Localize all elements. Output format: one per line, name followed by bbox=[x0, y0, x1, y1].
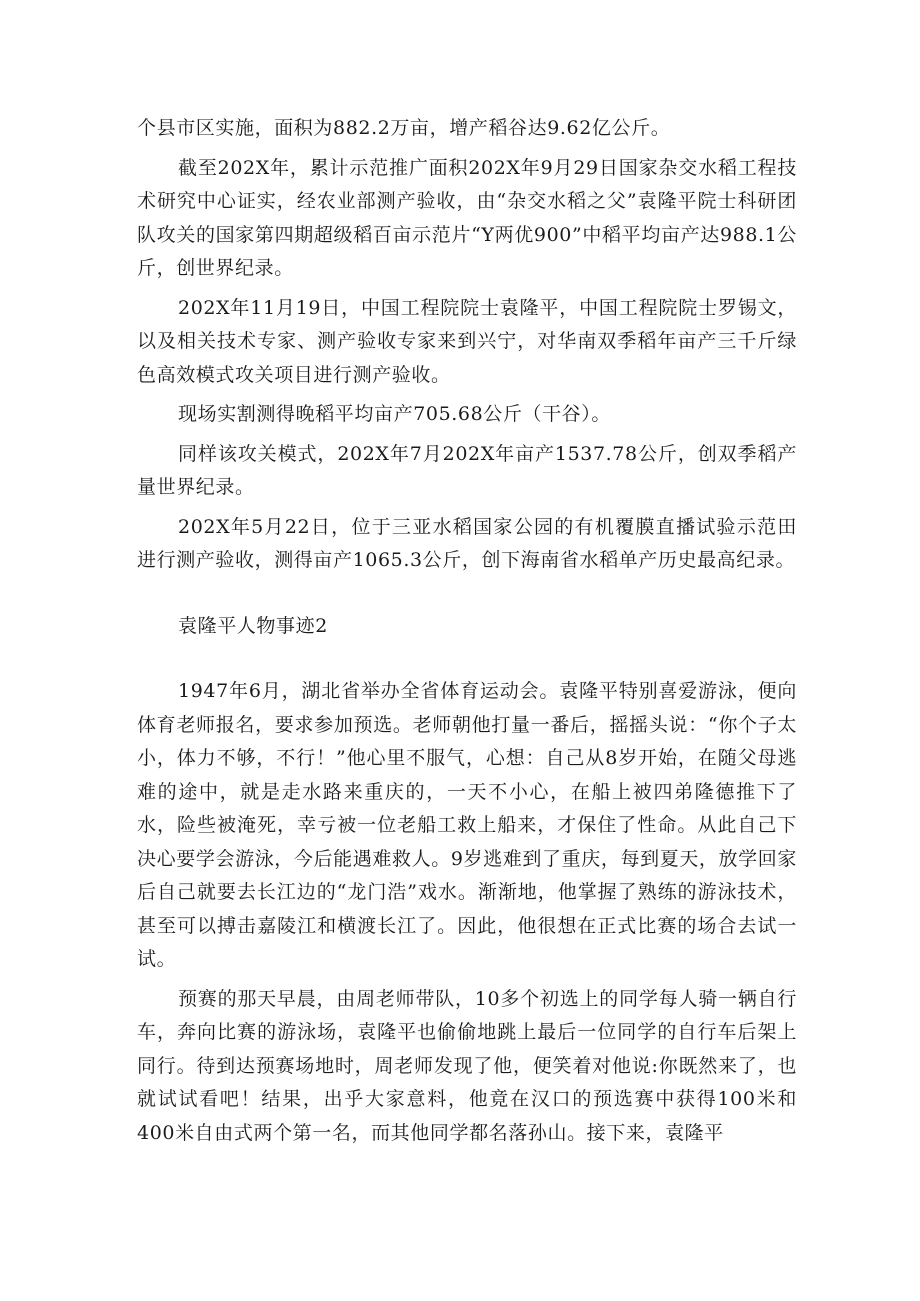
paragraph-xingning-inspection: 202X年11月19日，中国工程院院士袁隆平，中国工程院院士罗锡文，以及相关技术专家、测产验收专家来到兴宁，对华南双季稻年亩产三千斤绿色高效模式攻关项目进行测产验收。 bbox=[137, 296, 797, 386]
document-page bbox=[137, 112, 797, 1156]
paragraph-late-rice-yield: 现场实割测得晚稻平均亩产705.68公斤（干谷）。 bbox=[178, 403, 611, 425]
paragraph-double-season-record: 同样该攻关模式，202X年7月202X年亩产1537.78公斤，创双季稻产量世界纪录。 bbox=[137, 442, 797, 498]
paragraph-sanya-record: 202X年5月22日，位于三亚水稻国家公园的有机覆膜直播试验示范田进行测产验收，测得亩产1065.3公斤，创下海南省水稻单产历史最高纪录。 bbox=[137, 515, 797, 571]
paragraph-record-988: 截至202X年，累计示范推广面积202X年9月29日国家杂交水稻工程技术研究中心证实，经农业部测产验收，由“杂交水稻之父”袁隆平院士科研团队攻关的国家第四期超级稻百亩示范片“Y两优900”中稻平均亩产达988.1公斤，创世界纪录。 bbox=[137, 156, 797, 279]
paragraph-swimming-story: 1947年6月，湖北省举办全省体育运动会。袁隆平特别喜爱游泳，便向体育老师报名，要求参加预选。老师朝他打量一番后，摇摇头说：“你个子太小，体力不够，不行！”他心里不服气，心想：自己从8岁开始，在随父母逃难的途中，就是走水路来重庆的，一天不小心，在船上被四弟隆德推下了水，险些被淹死，幸亏被一位老船工救上船来，才保住了性命。从此自己下决心要学会游泳，今后能遇难救人。9岁逃难到了重庆，每到夏天，放学回家后自己就要去长江边的“龙门浩”戏水。渐渐地，他掌握了熟练的游泳技术，甚至可以搏击嘉陵江和横渡长江了。因此，他很想在正式比赛的场合去试一试。 bbox=[137, 680, 797, 970]
paragraph-preliminary-race: 预赛的那天早晨，由周老师带队，10多个初选上的同学每人骑一辆自行车，奔向比赛的游泳场，袁隆平也偷偷地跳上最后一位同学的自行车后架上同行。待到达预赛场地时，周老师发现了他，便笑着对他说:你既然来了，也就试试看吧！结果，出乎大家意料，他竟在汉口的预选赛中获得100米和400米自由式两个第一名，而其他同学都名落孙山。接下来，袁隆平 bbox=[137, 987, 797, 1144]
section-heading: 袁隆平人物事迹2 bbox=[178, 614, 328, 637]
paragraph-continued: 个县市区实施，面积为882.2万亩，增产稻谷达9.62亿公斤。 bbox=[137, 117, 671, 139]
